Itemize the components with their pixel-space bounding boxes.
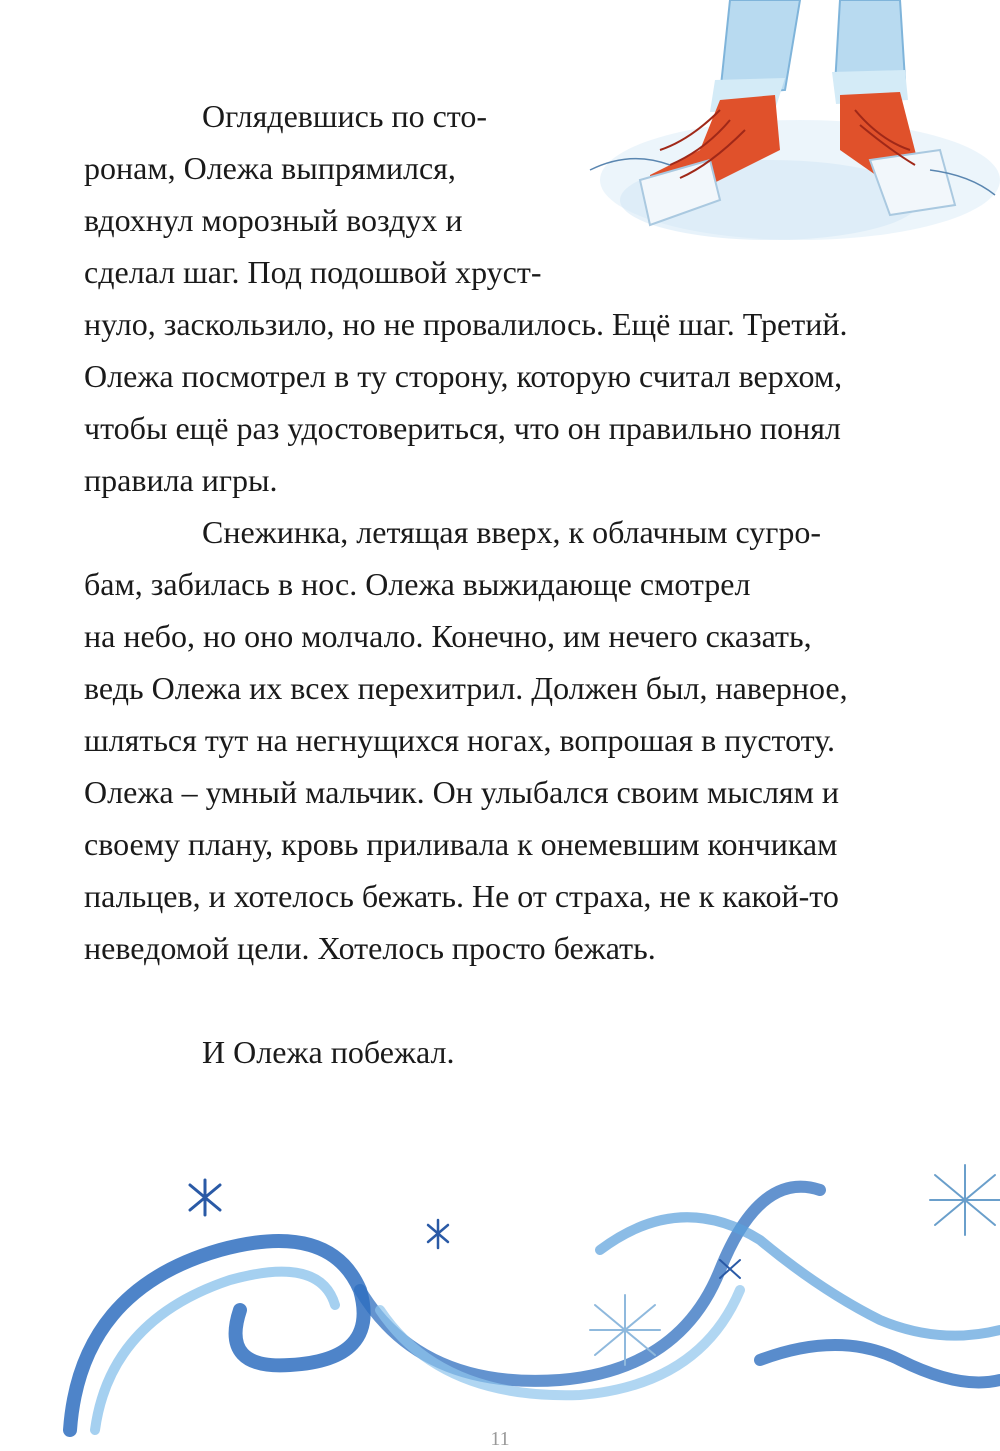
text-line: Снежинка, летящая вверх, к облачным сугро- [202, 514, 821, 550]
text-line: чтобы ещё раз удостовериться, что он правильно понял [84, 410, 841, 446]
page-number: 11 [490, 1428, 510, 1450]
text-line: вдохнул морозный воздух и [84, 202, 463, 238]
text-line: шляться тут на негнущихся ногах, вопрошая в пустоту. [84, 722, 836, 758]
text-line: Олежа посмотрел в ту сторону, которую считал верхом, [84, 358, 843, 394]
text-line: Оглядевшись по сто- [202, 98, 487, 134]
text-line: Олежа – умный мальчик. Он улыбался своим мыслям и [84, 774, 840, 810]
snowflake-icon [428, 1220, 448, 1248]
snowflake-icon [190, 1180, 220, 1215]
snow-swirl-illustration [0, 1130, 1000, 1445]
text-line: бам, забилась в нос. Олежа выжидающе смотрел [84, 566, 751, 602]
text-line: своему плану, кровь приливала к онемевшим кончикам [84, 826, 838, 862]
text-line: сделал шаг. Под подошвой хруст- [84, 254, 542, 290]
text-line: ведь Олежа их всех перехитрил. Должен был, наверное, [84, 670, 848, 706]
story-text [84, 90, 924, 1078]
snowflake-icon [930, 1165, 1000, 1235]
paragraph-gap [84, 974, 924, 1026]
text-line: пальцев, и хотелось бежать. Не от страха, не к какой-то [84, 878, 839, 914]
text-line: на небо, но оно молчало. Конечно, им нечего сказать, [84, 618, 812, 654]
text-line: нуло, заскользило, но не провалилось. Ещё шаг. Третий. [84, 306, 848, 342]
text-line: правила игры. [84, 462, 278, 498]
text-line: ронам, Олежа выпрямился, [84, 150, 456, 186]
text-line: И Олежа побежал. [202, 1034, 455, 1070]
text-line: неведомой цели. Хотелось просто бежать. [84, 930, 656, 966]
